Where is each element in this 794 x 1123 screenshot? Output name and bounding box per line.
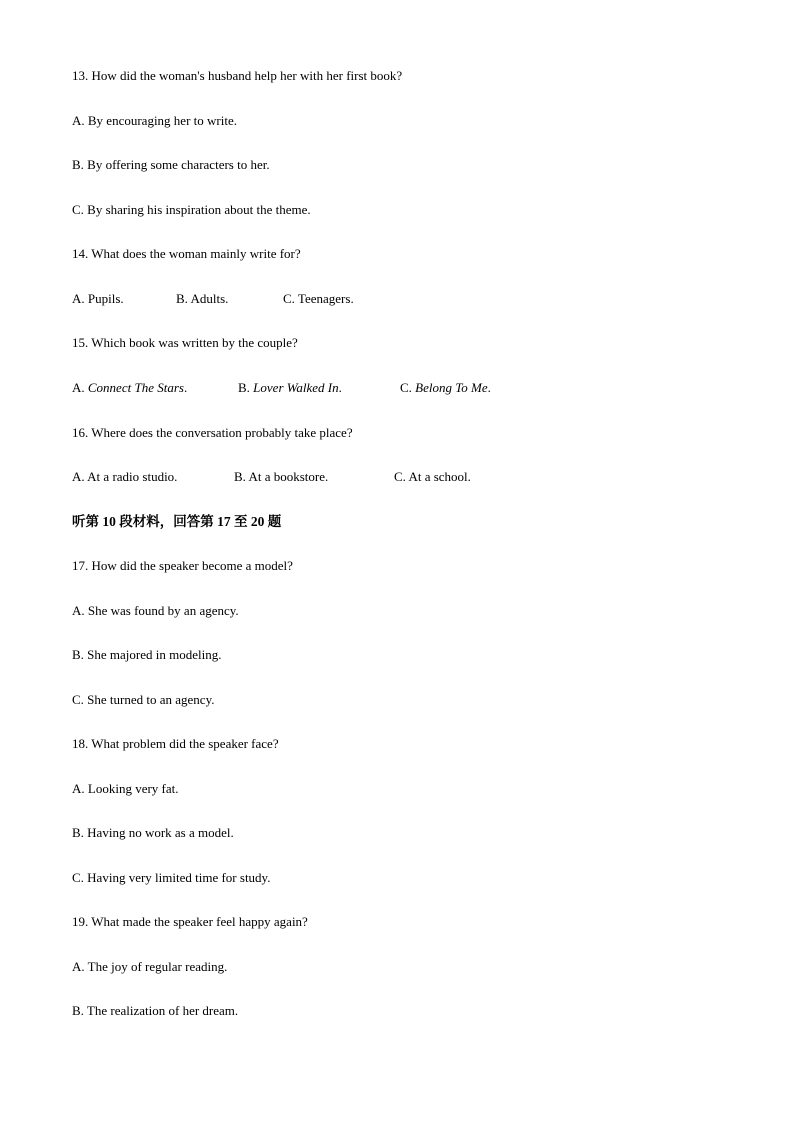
question-13: 13. How did the woman's husband help her with her first book? (72, 68, 403, 83)
q17-option-a: A. She was found by an agency. (72, 603, 239, 618)
q18-option-a: A. Looking very fat. (72, 781, 179, 796)
q15-option-a-prefix: A. (72, 380, 88, 395)
q16-option-b: B. At a bookstore. (234, 469, 329, 484)
q13-option-c: C. By sharing his inspiration about the theme. (72, 202, 311, 217)
section-heading: 听第 10 段材料，回答第 17 至 20 题 (72, 514, 282, 529)
question-15: 15. Which book was written by the couple? (72, 335, 298, 350)
q19-option-b: B. The realization of her dream. (72, 1003, 239, 1018)
question-14: 14. What does the woman mainly write for? (72, 246, 301, 261)
q15-option-c-suffix: . (487, 380, 491, 395)
q14-option-b: B. Adults. (176, 291, 229, 306)
question-19: 19. What made the speaker feel happy again? (72, 914, 308, 929)
q15-option-b-prefix: B. (238, 380, 254, 395)
q17-option-b: B. She majored in modeling. (72, 647, 222, 662)
q18-option-b: B. Having no work as a model. (72, 825, 234, 840)
q16-option-c: C. At a school. (394, 469, 471, 484)
q15-option-c (400, 380, 491, 396)
q15-option-c-title: Belong To Me (415, 380, 488, 395)
question-18: 18. What problem did the speaker face? (72, 736, 279, 751)
q19-option-a: A. The joy of regular reading. (72, 959, 228, 974)
q14-option-c: C. Teenagers. (283, 291, 354, 306)
q15-option-a-suffix: . (183, 380, 188, 395)
q15-option-b-title: Lover Walked In (253, 380, 339, 395)
q14-option-a: A. Pupils. (72, 291, 124, 306)
q13-option-b: B. By offering some characters to her. (72, 157, 270, 172)
q15-option-a-title: Connect The Stars (87, 380, 184, 395)
question-17: 17. How did the speaker become a model? (72, 558, 293, 573)
q17-option-c: C. She turned to an agency. (72, 692, 215, 707)
q18-option-c: C. Having very limited time for study. (72, 870, 271, 885)
q15-option-c-prefix: C. (400, 380, 416, 395)
q16-option-a: A. At a radio studio. (72, 469, 178, 484)
q15-option-a (72, 380, 187, 396)
question-16: 16. Where does the conversation probably take place? (72, 425, 353, 440)
q15-option-b-suffix: . (338, 380, 342, 395)
q15-option-b (238, 380, 342, 396)
q13-option-a: A. By encouraging her to write. (72, 113, 237, 128)
